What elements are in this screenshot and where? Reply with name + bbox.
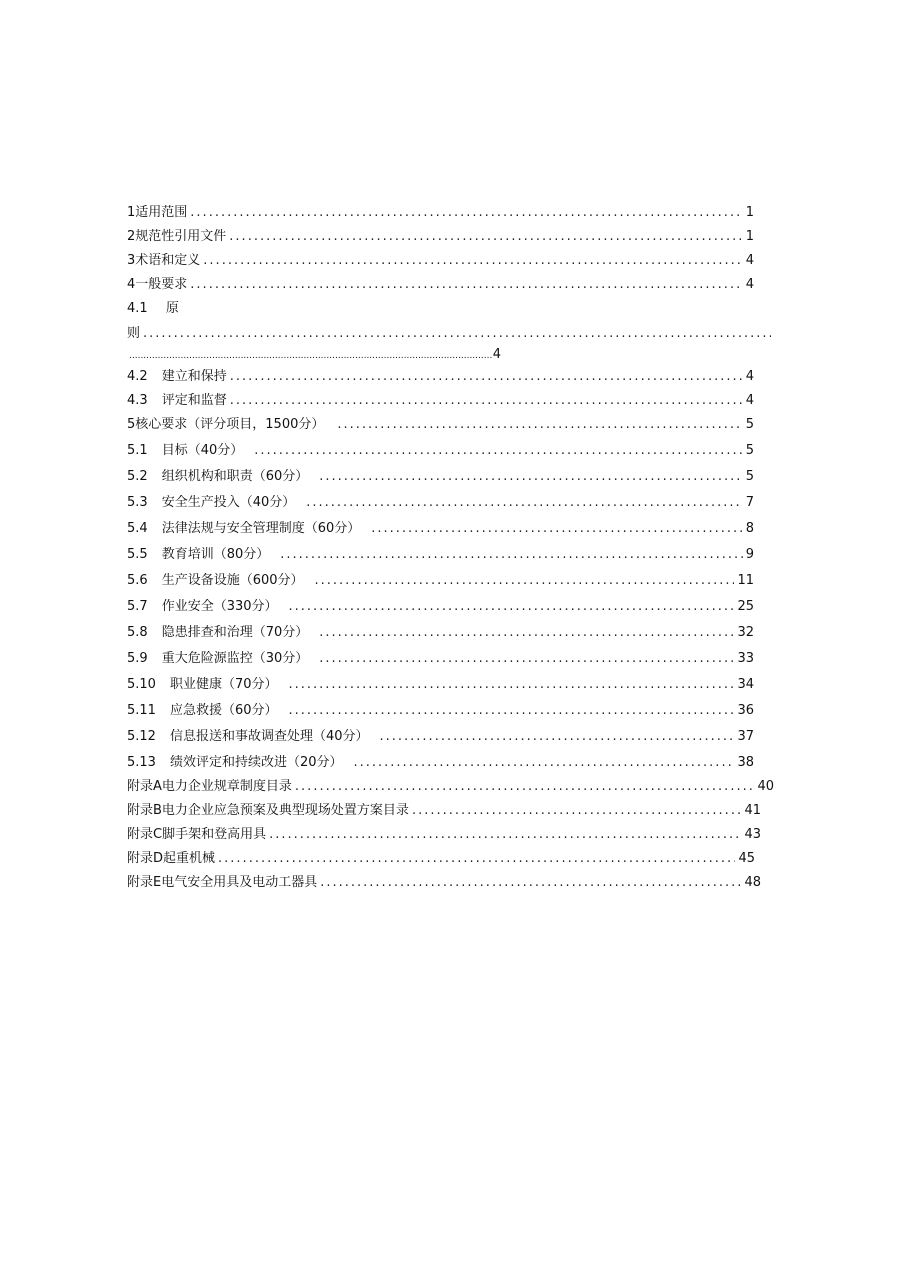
toc-entry-title: 应急救援（60分） <box>169 703 278 718</box>
toc-entry-4-1-line1[interactable] <box>127 301 179 317</box>
toc-entry-appendix-e[interactable] <box>127 875 761 891</box>
toc-entry-5-9[interactable] <box>127 651 754 667</box>
toc-entry-title: 绩效评定和持续改进（20分） <box>169 755 343 770</box>
toc-entry-5-8[interactable] <box>127 625 754 641</box>
toc-entry-num: 5 <box>127 417 136 432</box>
toc-entry-2[interactable] <box>127 229 754 245</box>
toc-entry-title: 电力企业规章制度目录 <box>161 779 292 794</box>
toc-leader-dots <box>254 443 742 459</box>
toc-entry-page: 5 <box>745 443 754 458</box>
toc-entry-page: 4 <box>745 253 754 268</box>
toc-leader-dots <box>190 205 742 221</box>
toc-entry-title: 脚手架和登高用具 <box>162 827 267 842</box>
toc-entry-page: 36 <box>737 703 754 718</box>
toc-entry-title: 生产设备设施（600分） <box>161 573 304 588</box>
toc-entry-num: 4.2 <box>127 369 148 384</box>
toc-entry-page: 4 <box>745 277 754 292</box>
toc-entry-page: 48 <box>744 875 761 890</box>
toc-entry-title: 建立和保持 <box>161 369 227 384</box>
toc-leader-dots <box>229 229 742 245</box>
toc-entry-num: 5.2 <box>127 469 148 484</box>
toc-entry-appendix-c[interactable] <box>127 827 761 843</box>
toc-entry-5-11[interactable] <box>127 703 754 719</box>
toc-entry-num: 2 <box>127 229 136 244</box>
toc-entry-num: 5.12 <box>127 729 156 744</box>
toc-entry-title: 目标（40分） <box>161 443 244 458</box>
toc-entry-num: 5.13 <box>127 755 156 770</box>
toc-entry-page: 9 <box>745 547 754 562</box>
toc-leader-dots <box>269 827 741 843</box>
toc-leader-dots <box>190 277 742 293</box>
toc-entry-title: 组织机构和职责（60分） <box>161 469 309 484</box>
toc-entry-num: 4.1 <box>127 301 148 316</box>
toc-entry-num: 5.3 <box>127 495 148 510</box>
toc-entry-num: 附录B <box>127 803 162 818</box>
toc-entry-num: 5.5 <box>127 547 148 562</box>
toc-leader-dots <box>280 547 742 563</box>
toc-entry-num: 3 <box>127 253 136 268</box>
toc-entry-title: 安全生产投入（40分） <box>161 495 296 510</box>
toc-entry-page: 1 <box>745 229 754 244</box>
toc-entry-num: 5.1 <box>127 443 148 458</box>
toc-entry-num: 5.7 <box>127 599 148 614</box>
toc-entry-page: 33 <box>737 651 754 666</box>
toc-entry-appendix-a[interactable] <box>127 779 774 795</box>
toc-entry-num: 5.11 <box>127 703 156 718</box>
toc-entry-title: 作业安全（330分） <box>161 599 278 614</box>
toc-entry-title: 适用范围 <box>135 205 188 220</box>
toc-entry-num: 附录D <box>127 851 164 866</box>
toc-entry-title: 教育培训（80分） <box>161 547 270 562</box>
toc-leader-dots <box>289 703 735 719</box>
toc-leader-dots <box>129 348 493 364</box>
toc-leader-dots <box>230 393 743 409</box>
toc-leader-dots <box>295 779 755 795</box>
toc-entry-num: 5.6 <box>127 573 148 588</box>
toc-entry-5-7[interactable] <box>127 599 754 615</box>
toc-leader-dots <box>337 417 742 433</box>
toc-entry-4-3[interactable] <box>127 393 754 409</box>
toc-entry-page: 8 <box>745 521 754 536</box>
toc-leader-dots <box>289 677 735 693</box>
toc-entry-page: 5 <box>745 417 754 432</box>
toc-entry-num: 5.4 <box>127 521 148 536</box>
toc-entry-title-continued: 则 <box>127 326 141 341</box>
toc-leader-dots <box>306 495 742 511</box>
toc-leader-dots <box>319 625 734 641</box>
toc-entry-num: 附录C <box>127 827 163 842</box>
toc-entry-page: 34 <box>737 677 754 692</box>
toc-entry-page: 4 <box>745 369 754 384</box>
toc-entry-title: 术语和定义 <box>135 253 201 268</box>
toc-leader-dots <box>289 599 735 615</box>
toc-entry-5-1[interactable] <box>127 443 754 459</box>
toc-entry-page: 40 <box>757 779 774 794</box>
toc-entry-title: 核心要求（评分项目，1500分） <box>135 417 325 432</box>
toc-entry-4[interactable] <box>127 277 754 293</box>
toc-entry-num: 1 <box>127 205 136 220</box>
toc-entry-page: 1 <box>745 205 754 220</box>
toc-leader-dots <box>371 521 742 537</box>
toc-leader-dots <box>230 369 743 385</box>
toc-entry-title: 职业健康（70分） <box>169 677 278 692</box>
toc-entry-3[interactable] <box>127 253 754 269</box>
toc-entry-5[interactable] <box>127 417 754 433</box>
toc-leader-dots <box>203 253 742 269</box>
toc-entry-title: 重大危险源监控（30分） <box>161 651 309 666</box>
toc-entry-num: 附录E <box>127 875 162 890</box>
toc-entry-page: 4 <box>492 347 501 362</box>
toc-entry-page: 32 <box>737 625 754 640</box>
toc-entry-page: 5 <box>745 469 754 484</box>
toc-entry-4-1-line3[interactable] <box>129 347 501 364</box>
toc-entry-page: 38 <box>737 755 754 770</box>
toc-entry-num: 5.8 <box>127 625 148 640</box>
toc-entry-num: 附录A <box>127 779 162 794</box>
toc-entry-num: 5.10 <box>127 677 156 692</box>
toc-entry-title: 原 <box>165 301 179 316</box>
toc-entry-appendix-d[interactable] <box>127 851 755 867</box>
toc-entry-page: 4 <box>745 393 754 408</box>
toc-entry-5-6[interactable] <box>127 573 754 589</box>
toc-entry-4-2[interactable] <box>127 369 754 385</box>
toc-entry-page: 7 <box>745 495 754 510</box>
toc-leader-dots <box>380 729 735 745</box>
toc-leader-dots <box>315 573 735 589</box>
toc-entry-title: 隐患排查和治理（70分） <box>161 625 309 640</box>
toc-entry-5-13[interactable] <box>127 755 754 771</box>
toc-entry-page: 43 <box>744 827 761 842</box>
toc-entry-page: 37 <box>737 729 754 744</box>
toc-entry-num: 4 <box>127 277 136 292</box>
toc-leader-dots <box>354 755 735 771</box>
toc-entry-5-10[interactable] <box>127 677 754 693</box>
toc-leader-dots <box>320 875 741 891</box>
toc-entry-title: 评定和监督 <box>161 393 227 408</box>
toc-entry-5-3[interactable] <box>127 495 754 511</box>
toc-entry-num: 4.3 <box>127 393 148 408</box>
toc-entry-page: 11 <box>737 573 754 588</box>
toc-entry-page: 41 <box>744 803 761 818</box>
toc-entry-4-1-line2[interactable] <box>127 326 774 342</box>
toc-leader-dots <box>218 851 735 867</box>
toc-leader-dots <box>319 469 742 485</box>
toc-entry-title: 规范性引用文件 <box>135 229 227 244</box>
toc-entry-page: 45 <box>738 851 755 866</box>
toc-leader-dots <box>143 326 771 342</box>
toc-entry-title: 电力企业应急预案及典型现场处置方案目录 <box>161 803 409 818</box>
toc-entry-title: 起重机械 <box>163 851 216 866</box>
toc-entry-title: 法律法规与安全管理制度（60分） <box>161 521 361 536</box>
toc-entry-title: 信息报送和事故调查处理（40分） <box>169 729 369 744</box>
toc-entry-5-5[interactable] <box>127 547 754 563</box>
toc-entry-num: 5.9 <box>127 651 148 666</box>
toc-leader-dots <box>412 803 742 819</box>
toc-entry-title: 一般要求 <box>135 277 188 292</box>
toc-entry-page: 25 <box>737 599 754 614</box>
toc-entry-5-2[interactable] <box>127 469 754 485</box>
toc-entry-5-12[interactable] <box>127 729 754 745</box>
toc-leader-dots <box>319 651 734 667</box>
toc-entry-appendix-b[interactable] <box>127 803 761 819</box>
toc-entry-title: 电气安全用具及电动工器具 <box>161 875 318 890</box>
toc-entry-5-4[interactable] <box>127 521 754 537</box>
toc-entry-1[interactable] <box>127 205 754 221</box>
